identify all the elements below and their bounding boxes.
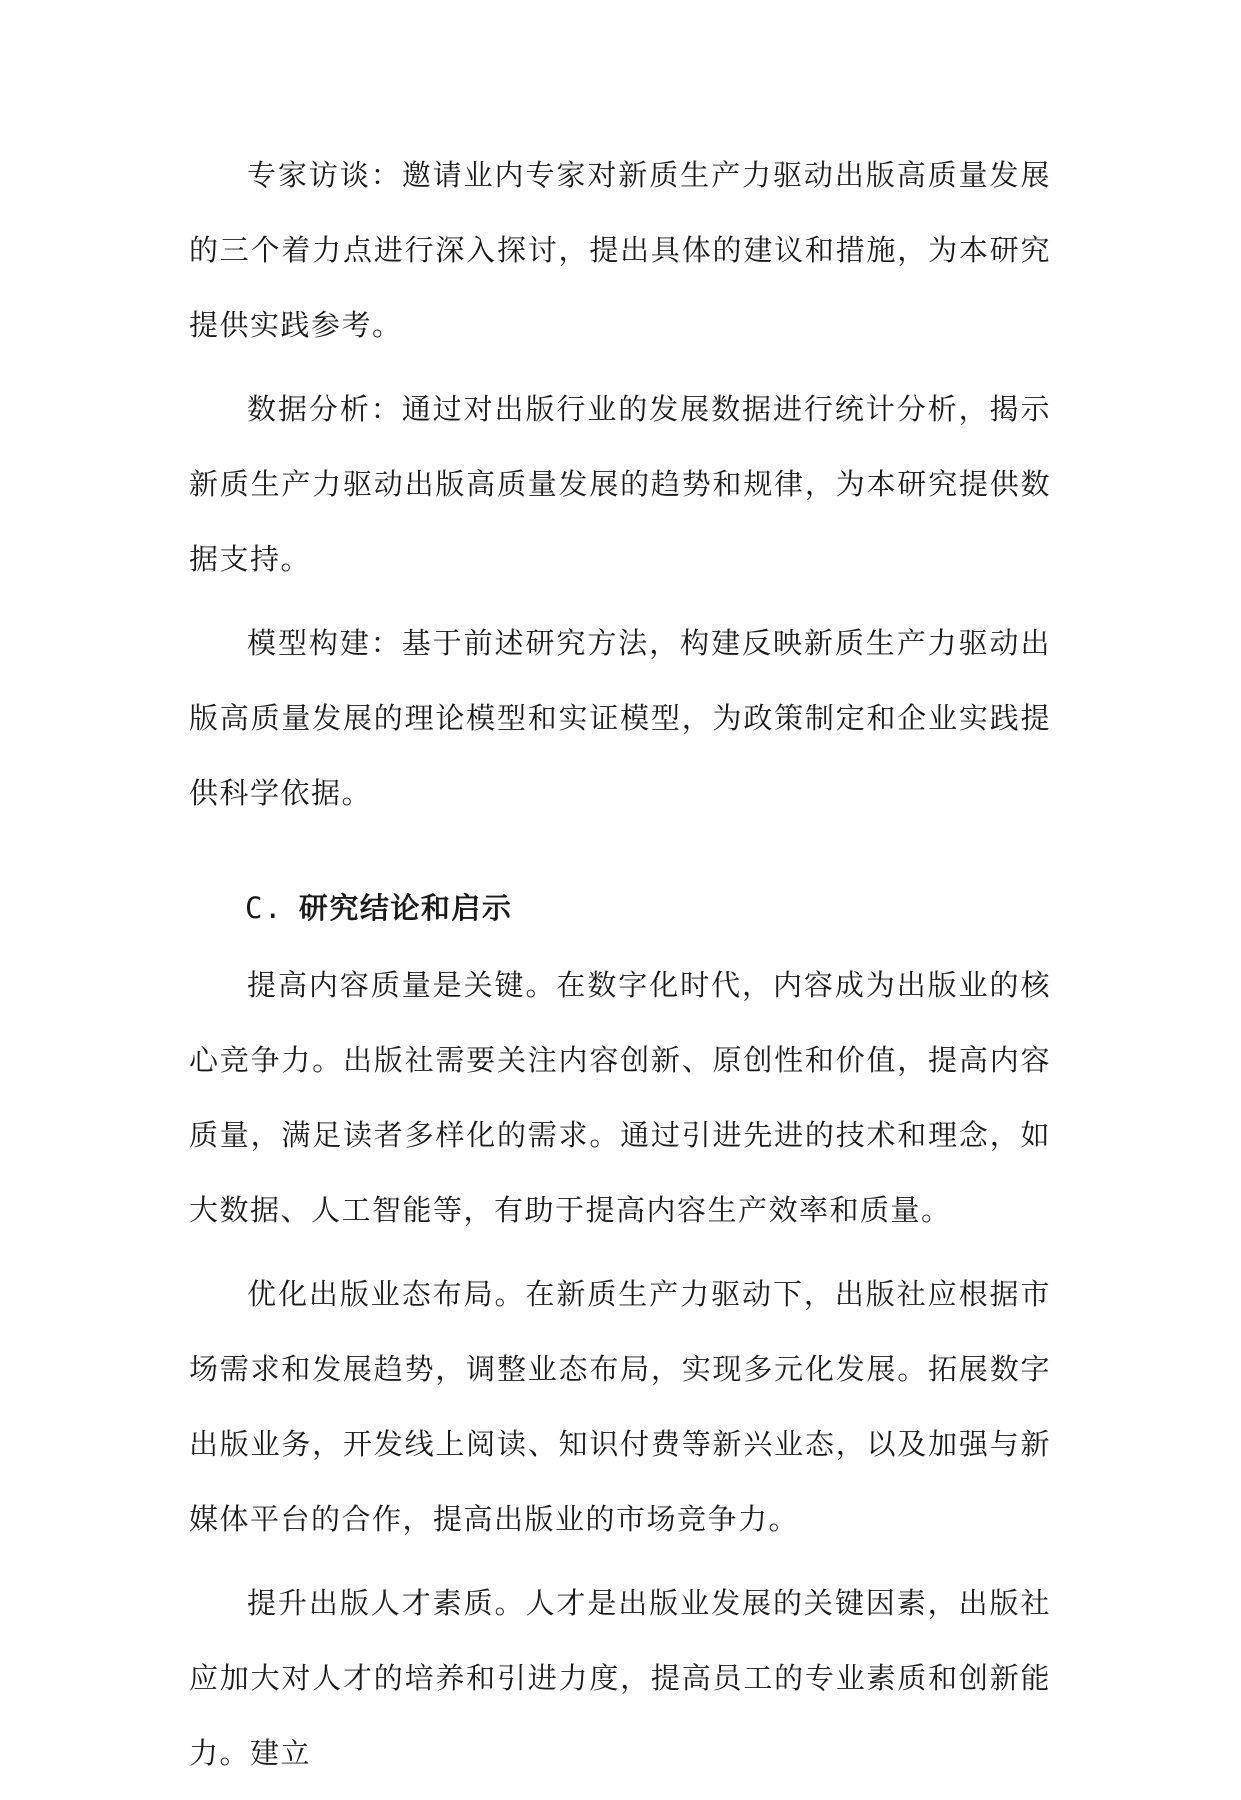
paragraph-data-analysis: 数据分析：通过对出版行业的发展数据进行统计分析，揭示新质生产力驱动出版高质量发展的趋势和规律，为本研究提供数据支持。 — [189, 392, 1051, 576]
paragraph-content-quality: 提高内容质量是关键。在数字化时代，内容成为出版业的核心竞争力。出版社需要关注内容创新、原创性和价值，提高内容质量，满足读者多样化的需求。通过引进先进的技术和理念，如大数据、人工智能等，有助于提高内容生产效率和质量。 — [189, 968, 1051, 1227]
section-heading — [189, 871, 1051, 946]
section-title: 研究结论和启示 — [298, 891, 513, 925]
paragraph-expert-interview: 专家访谈：邀请业内专家对新质生产力驱动出版高质量发展的三个着力点进行深入探讨，提出具体的建议和措施，为本研究提供实践参考。 — [189, 158, 1051, 342]
section-number: C. — [245, 891, 283, 925]
paragraph-business-layout: 优化出版业态布局。在新质生产力驱动下，出版社应根据市场需求和发展趋势，调整业态布局，实现多元化发展。拓展数字出版业务，开发线上阅读、知识付费等新兴业态，以及加强与新媒体平台的合作，提高出版业的市场竞争力。 — [189, 1277, 1051, 1536]
paragraph-model-building: 模型构建：基于前述研究方法，构建反映新质生产力驱动出版高质量发展的理论模型和实证模型，为政策制定和企业实践提供科学依据。 — [189, 626, 1051, 810]
document-body — [189, 138, 1051, 1800]
paragraph-talent-quality: 提升出版人才素质。人才是出版业发展的关键因素，出版社应加大对人才的培养和引进力度，提高员工的专业素质和创新能力。建立 — [189, 1586, 1051, 1770]
